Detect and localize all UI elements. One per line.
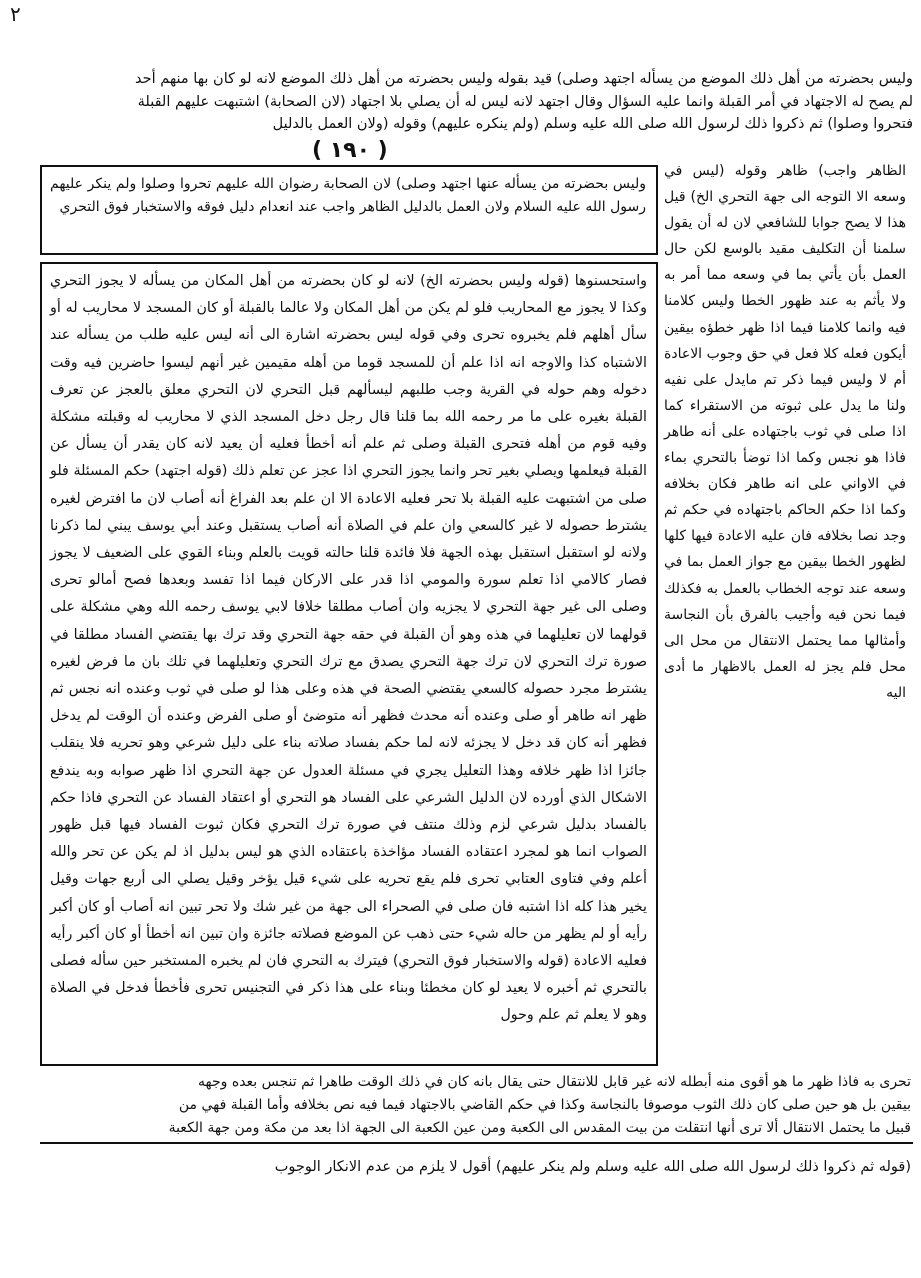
page-number: ( ١٩٠ ) — [312, 138, 388, 163]
footnote-divider — [40, 1142, 913, 1144]
header-line-2: لم يصح له الاجتهاد في أمر القبلة وانما عليه السؤال وقال اجتهد لانه ليس له أن يصلي بلا اجتهاد (لان الصحابة) اشتبهت عليهم القبلة — [137, 93, 913, 110]
footnote — [40, 1156, 911, 1178]
marginal-commentary-text: الظاهر واجب) ظاهر وقوله (ليس في وسعه الا التوجه الى جهة التحري الخ) قيل هذا لا يصح جوابا للشافعي لان له أن يقول سلمنا أن التكليف مقيد بالوسع لكن حال العمل بأن يأتي بما في وسعه مما أمر به ولا يأثم به عند ظهور الخطا وليس كلامنا فيه وانما كلامنا فيما اذا ظهر خطؤه بيقين أيكون فعله كلا فعل في حق وجوب الاعادة أم لا وليس فيما ذكر تم مايدل على نفيه ولنا ما يدل على ثبوته من الاستقراء كما اذا صلى في ثوب باجتهاده على أنه طاهر فاذا هو نجس وكما اذا توضأ بالتحري بماء في الاواني على انه طاهر فكان بخلافه وكما اذا حكم الحاكم باجتهاده في حكم ثم وجد نصا بخلافه فان عليه الاعادة فيها كلها لظهور الخطا بيقين مع جواز العمل بما في وسعه عند توجه الخطاب بالعمل به فكذلك فيما نحن فيه وأجيب بالفرق بأن النجاسة وأمثالها مما يحتمل الانتقال من محل الى محل فلم يجز له العمل بالاظهار ما أدى اليه — [664, 163, 906, 701]
header-text-block — [38, 68, 913, 136]
main-commentary-text: واستحسنوها (قوله وليس بحضرته الخ) لانه لو كان بحضرته من أهل المكان من يسأله لا يجوز التحري وكذا لا يجوز مع المحاريب فلو لم يكن من أهل المكان ولا عالما بالقبلة أو كان المسجد لا محاريب له أو سأل أهلهم فلم يخبروه تحرى وفي قوله ليس بحضرته اشارة الى أنه ليس عليه طلب من يسأله عند الاشتباه كذا والاوجه انه اذا علم أن للمسجد قوما من أهله مقيمين غير أنهم ليسوا حاضرين فيه وقت دخوله وهم حوله في القرية وجب طلبهم ليسألهم قبل التحري لان التحري معلق بالعجز عن تعرف القبلة بغيره على ما مر رحمه الله بما قلنا قال رجل دخل المسجد الذي لا محاريب له وقبلته مشكلة وفيه قوم من أهله فتحرى القبلة وصلى ثم علم أنه أخطأ فعليه أن يعيد لانه كان يقدر أن يسأل عن القبلة فيعلمها ويصلي بغير تحر وانما يجوز التحري اذا عجز عن تعلم ذلك (قوله اجتهد) حكم المسئلة فلو صلى من اشتبهت عليه القبلة بلا تحر فعليه الاعادة الا ان علم بعد الفراغ أنه أصاب لان ما افترض لغيره يشترط حصوله لا غير كالسعي وان علم في الصلاة أنه أصاب يستقبل وعند أبي يوسف يبني لما ذكرنا ولانه لو استقبل استقبل بهذه الجهة فلا فائدة قلنا حالته قويت بالعلم وبناء القوي على الضعيف لا يجوز فصار كالامي اذا تعلم سورة والمومي اذا قدر على الاركان فيما اذا تفسد وبعدها فصح أمالو تحرى وصلى الى غير جهة التحري لا يجزيه وان أصاب مطلقا خلافا لابي يوسف رحمه الله وهي مشكلة على قولهما لان تعليلهما في هذه وهو أن القبلة في حقه جهة التحري وقد ترك بها يقتضي الفساد مطلقا في صورة ترك التحري لان ترك جهة التحري يصدق مع ترك التحري وتعليلهما في تلك بان ما فرض لغيره يشترط مجرد حصوله كالسعي يقتضي الصحة في هذه وعلى هذا لو صلى في ثوب وعنده انه نجس ثم ظهر انه طاهر أو صلى وعنده أنه محدث فظهر أنه متوضئ أو صلى الفرض وعنده أن الوقت لم يدخل فظهر أنه كان قد دخل لا يجزئه لانه لما حكم بفساد صلاته بناء على دليل شرعي وهو تحريه فلا ينقلب جائزا اذا ظهر خلافه وهذا التعليل يجري في مسئلة العدول عن جهة التحري اذا ظهر صوابه وبه يندفع الاشكال الذي أورده لان الدليل الشرعي على الفساد هو التحري أو اعتقاد الفساد عن التحري فاذا حكم بالفساد بدليل شرعي لزم وذلك منتف في صورة ترك التحري فكان ثبوت الفساد فيها قبل ظهور الصواب انما هو لمجرد اعتقاده الفساد مؤاخذة باعتقاده الذي هو ليس بدليل اذ لم يكن عن تحر والله أعلم وفي فتاوى العتابي تحرى فلم يقع تحريه على شيء قيل يؤخر وقيل يصلي الى أربع جهات وقيل يخير هذا كله اذا اشتبه فان صلى في الصحراء الى جهة من غير شك ولا تحر تبين انه أصاب أو كان أكبر رأيه أو لم يظهر من حاله شيء حتى ذهب عن الموضع فصلاته جائزة وان تبين انه أخطأ أو كان أكبر رأيه فعليه الاعادة (قوله والاستخبار فوق التحري) فيترك به التحري فان لم يخبره المستخبر حين سأله فصلى بالتحري ثم أخبره لا يعيد لو كان مخطئا وبناء على هذا ذكر في التجنيس تحرى فأخطأ فدخل في الصلاة وهو لا يعلم ثم علم وحول — [50, 273, 647, 1024]
corner-mark: ۲ — [10, 2, 21, 26]
main-commentary-box — [40, 262, 658, 1066]
footnote-text: (قوله ثم ذكروا ذلك لرسول الله صلى الله عليه وسلم ولم ينكر عليهم) أقول لا يلزم من عدم الانكار الوجوب — [274, 1159, 911, 1175]
matn-box — [40, 165, 658, 255]
marginal-commentary-column — [664, 158, 906, 1068]
bottom-line-3: قبيل ما يحتمل الانتقال ألا ترى أنها انتقلت من بيت المقدس الى الكعبة ومن عين الكعبة الى الجهة اذا بعد من مكة ومن جهة الكعبة — [168, 1120, 911, 1136]
header-line-3: فتحروا وصلوا) ثم ذكروا ذلك لرسول الله صلى الله عليه وسلم (ولم ينكره عليهم) وقوله (ولان العمل بالدليل — [272, 116, 913, 132]
matn-text: وليس بحضرته من يسأله عنها اجتهد وصلى) لان الصحابة رضوان الله عليهم تحروا وصلوا ولم ينكر عليهم رسول الله عليه السلام ولان العمل بالدليل الظاهر واجب عند انعدام دليل فوقه والاستخبار فوق التحري — [50, 176, 646, 215]
bottom-line-1: تحرى به فاذا ظهر ما هو أقوى منه أبطله لانه غير قابل للانتقال حتى يقال بانه كان في ذلك الوقت طاهرا ثم تنجس بعده وجهه — [198, 1074, 911, 1090]
bottom-text-block — [38, 1071, 911, 1140]
bottom-line-2: بيقين بل هو حين صلى كان ذلك الثوب موصوفا بالنجاسة وكذا في حكم القاضي بالاجتهاد فيما فيه نص بخلافه وأما القبلة فهي من — [178, 1097, 911, 1113]
header-line-1: وليس بحضرته من أهل ذلك الموضع من يسأله اجتهد وصلى) قيد بقوله وليس بحضرته من أهل ذلك الموضع لانه لو كان بها منهم أحد — [135, 71, 913, 87]
